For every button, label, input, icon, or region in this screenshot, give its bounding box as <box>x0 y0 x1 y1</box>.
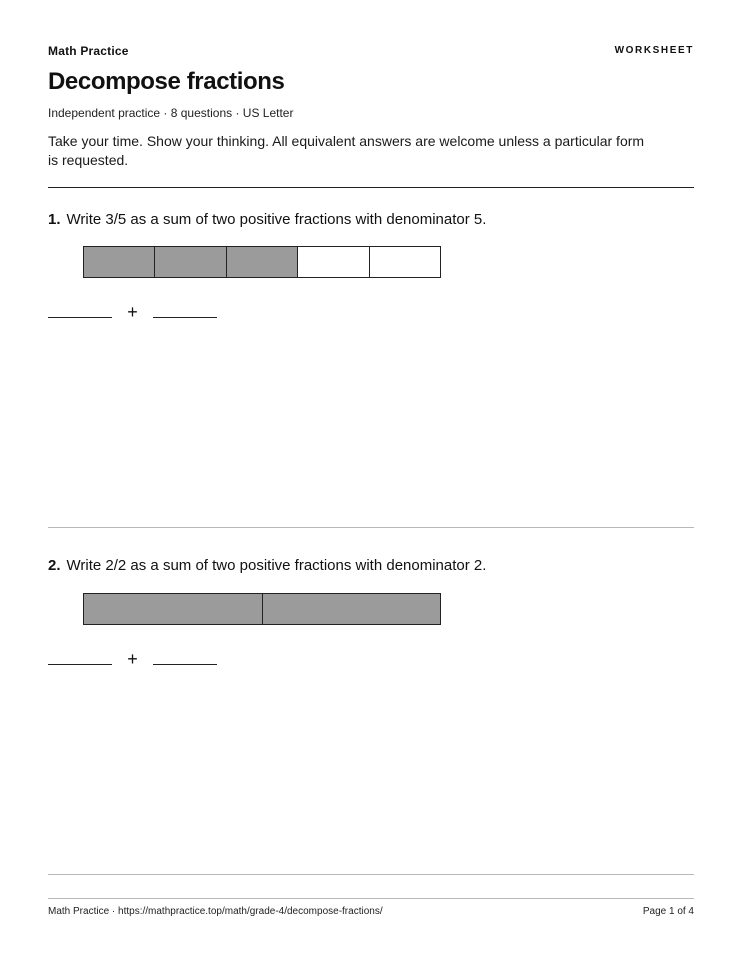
question-2-plus-sign: + <box>127 649 138 669</box>
question-1-answer-row <box>48 302 217 322</box>
fraction-bar-part-shaded <box>262 594 441 624</box>
page-title: Decompose fractions <box>48 68 285 95</box>
question-1-answer-blank-2[interactable] <box>153 317 217 318</box>
instructions: Take your time. Show your thinking. All equivalent answers are welcome unless a particular form is requested. <box>48 133 645 168</box>
fraction-bar-part-unshaded <box>369 247 440 277</box>
worksheet-page <box>48 0 694 960</box>
fraction-bar-part-shaded <box>226 247 297 277</box>
question-1-text <box>48 210 694 230</box>
header-divider <box>48 187 694 188</box>
question-1-plus-sign: + <box>127 302 138 322</box>
question-1-number: 1. <box>48 211 61 228</box>
question-2-answer-blank-2[interactable] <box>153 664 217 665</box>
fraction-bar-part-unshaded <box>297 247 368 277</box>
question-2-answer-blank-1[interactable] <box>48 664 112 665</box>
question-2-fraction-bar <box>83 593 441 625</box>
question-2 <box>48 556 694 576</box>
worksheet-meta: Independent practice · 8 questions · US Letter <box>48 106 294 120</box>
question-2-number: 2. <box>48 557 61 574</box>
footer-divider <box>48 898 694 899</box>
fraction-bar-part-shaded <box>84 594 262 624</box>
question-2-prompt: Write 2/2 as a sum of two positive fractions with denominator 2. <box>66 557 487 574</box>
fraction-bar-part-shaded <box>84 247 154 277</box>
footer-page-number: Page 1 of 4 <box>642 906 694 917</box>
question-2-text <box>48 556 694 576</box>
question-1-fraction-bar <box>83 246 441 278</box>
question-2-answer-row <box>48 649 217 669</box>
question-1-answer-blank-1[interactable] <box>48 317 112 318</box>
question-1-prompt: Write 3/5 as a sum of two positive fractions with denominator 5. <box>66 211 487 228</box>
question-divider <box>48 874 694 875</box>
question-1 <box>48 210 694 230</box>
document-type-label: WORKSHEET <box>614 45 694 56</box>
brand-name: Math Practice <box>48 44 129 58</box>
footer-source: Math Practice · https://mathpractice.top/math/grade-4/decompose-fractions/ <box>48 906 383 917</box>
fraction-bar-part-shaded <box>154 247 225 277</box>
question-divider <box>48 527 694 528</box>
